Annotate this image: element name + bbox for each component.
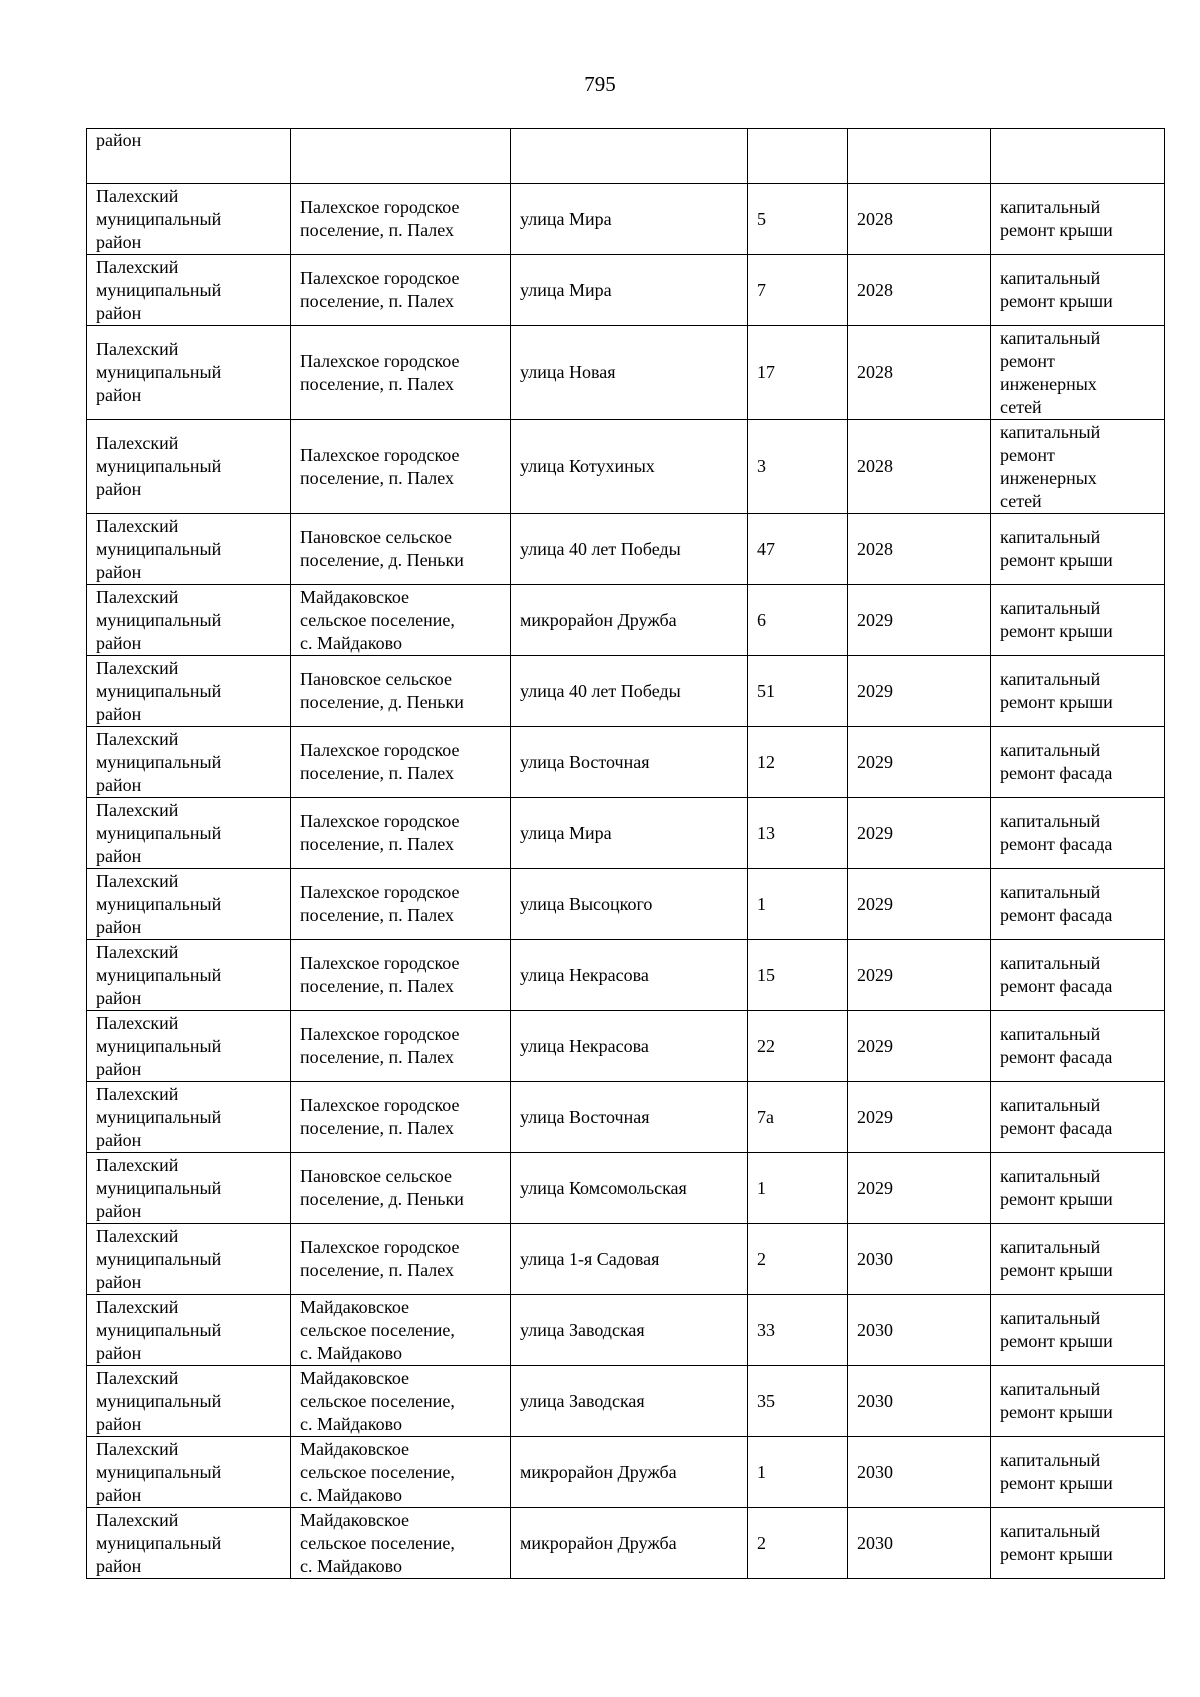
table-row (87, 869, 1165, 940)
settlement-cell (291, 129, 511, 184)
table-row (87, 1295, 1165, 1366)
work-type-cell: капитальный ремонт крыши (991, 184, 1165, 255)
year-cell: 2029 (848, 940, 991, 1011)
year-cell: 2030 (848, 1508, 991, 1579)
house-cell: 22 (748, 1011, 848, 1082)
settlement-cell: Пановское сельское поселение, д. Пеньки (291, 656, 511, 727)
work-type-cell: капитальный ремонт инженерных сетей (991, 420, 1165, 514)
settlement-cell: Майдаковское сельское поселение, с. Майдаково (291, 585, 511, 656)
year-cell: 2028 (848, 255, 991, 326)
district-cell: Палехский муниципальный район (87, 1011, 291, 1082)
district-cell: Палехский муниципальный район (87, 1295, 291, 1366)
street-cell: улица Новая (511, 326, 748, 420)
settlement-cell: Палехское городское поселение, п. Палех (291, 1224, 511, 1295)
year-cell: 2028 (848, 184, 991, 255)
house-cell: 7 (748, 255, 848, 326)
house-cell: 3 (748, 420, 848, 514)
house-cell: 2 (748, 1508, 848, 1579)
settlement-cell: Палехское городское поселение, п. Палех (291, 184, 511, 255)
house-cell: 2 (748, 1224, 848, 1295)
table-row (87, 727, 1165, 798)
year-cell: 2029 (848, 1082, 991, 1153)
district-cell: Палехский муниципальный район (87, 255, 291, 326)
settlement-cell: Майдаковское сельское поселение, с. Майдаково (291, 1366, 511, 1437)
district-cell: Палехский муниципальный район (87, 420, 291, 514)
district-cell: Палехский муниципальный район (87, 1437, 291, 1508)
register-table (86, 128, 1165, 1579)
district-cell: Палехский муниципальный район (87, 514, 291, 585)
work-type-cell: капитальный ремонт крыши (991, 585, 1165, 656)
table-row (87, 184, 1165, 255)
house-cell: 7а (748, 1082, 848, 1153)
settlement-cell: Пановское сельское поселение, д. Пеньки (291, 514, 511, 585)
street-cell: улица Мира (511, 798, 748, 869)
work-type-cell: капитальный ремонт фасада (991, 798, 1165, 869)
year-cell: 2029 (848, 656, 991, 727)
district-cell: Палехский муниципальный район (87, 326, 291, 420)
district-cell: Палехский муниципальный район (87, 656, 291, 727)
house-cell: 6 (748, 585, 848, 656)
district-cell: Палехский муниципальный район (87, 1153, 291, 1224)
district-cell: Палехский муниципальный район (87, 869, 291, 940)
street-cell: улица Заводская (511, 1295, 748, 1366)
district-cell: район (87, 129, 291, 184)
house-cell: 51 (748, 656, 848, 727)
register-table-body (87, 129, 1165, 1579)
district-cell: Палехский муниципальный район (87, 940, 291, 1011)
table-row (87, 1153, 1165, 1224)
table-row (87, 656, 1165, 727)
year-cell: 2030 (848, 1224, 991, 1295)
work-type-cell: капитальный ремонт крыши (991, 1153, 1165, 1224)
street-cell: улица Восточная (511, 1082, 748, 1153)
year-cell: 2029 (848, 1153, 991, 1224)
house-cell: 1 (748, 1437, 848, 1508)
district-cell: Палехский муниципальный район (87, 1508, 291, 1579)
work-type-cell: капитальный ремонт крыши (991, 1508, 1165, 1579)
work-type-cell: капитальный ремонт крыши (991, 656, 1165, 727)
work-type-cell: капитальный ремонт фасада (991, 869, 1165, 940)
street-cell: улица Мира (511, 184, 748, 255)
year-cell (848, 129, 991, 184)
table-row (87, 1082, 1165, 1153)
street-cell (511, 129, 748, 184)
work-type-cell: капитальный ремонт крыши (991, 1224, 1165, 1295)
street-cell: микрорайон Дружба (511, 1508, 748, 1579)
settlement-cell: Палехское городское поселение, п. Палех (291, 1082, 511, 1153)
house-cell: 33 (748, 1295, 848, 1366)
settlement-cell: Палехское городское поселение, п. Палех (291, 869, 511, 940)
settlement-cell: Майдаковское сельское поселение, с. Майдаково (291, 1437, 511, 1508)
table-row (87, 1508, 1165, 1579)
year-cell: 2029 (848, 727, 991, 798)
table-row (87, 1224, 1165, 1295)
work-type-cell: капитальный ремонт крыши (991, 514, 1165, 585)
work-type-cell: капитальный ремонт инженерных сетей (991, 326, 1165, 420)
year-cell: 2028 (848, 514, 991, 585)
table-row (87, 798, 1165, 869)
work-type-cell (991, 129, 1165, 184)
work-type-cell: капитальный ремонт крыши (991, 1366, 1165, 1437)
year-cell: 2030 (848, 1295, 991, 1366)
street-cell: улица Мира (511, 255, 748, 326)
settlement-cell: Палехское городское поселение, п. Палех (291, 420, 511, 514)
house-cell: 47 (748, 514, 848, 585)
district-cell: Палехский муниципальный район (87, 798, 291, 869)
work-type-cell: капитальный ремонт фасада (991, 1011, 1165, 1082)
work-type-cell: капитальный ремонт крыши (991, 1437, 1165, 1508)
district-cell: Палехский муниципальный район (87, 184, 291, 255)
year-cell: 2030 (848, 1437, 991, 1508)
table-row (87, 1437, 1165, 1508)
street-cell: улица Некрасова (511, 940, 748, 1011)
house-cell: 35 (748, 1366, 848, 1437)
settlement-cell: Палехское городское поселение, п. Палех (291, 326, 511, 420)
page-number: 795 (584, 72, 616, 96)
house-cell: 15 (748, 940, 848, 1011)
street-cell: улица 40 лет Победы (511, 656, 748, 727)
table-row (87, 326, 1165, 420)
street-cell: улица Котухиных (511, 420, 748, 514)
settlement-cell: Пановское сельское поселение, д. Пеньки (291, 1153, 511, 1224)
house-cell: 1 (748, 1153, 848, 1224)
street-cell: улица 40 лет Победы (511, 514, 748, 585)
year-cell: 2029 (848, 585, 991, 656)
work-type-cell: капитальный ремонт фасада (991, 727, 1165, 798)
house-cell: 17 (748, 326, 848, 420)
street-cell: микрорайон Дружба (511, 585, 748, 656)
work-type-cell: капитальный ремонт фасада (991, 940, 1165, 1011)
year-cell: 2029 (848, 1011, 991, 1082)
street-cell: улица Восточная (511, 727, 748, 798)
table-row (87, 514, 1165, 585)
work-type-cell: капитальный ремонт фасада (991, 1082, 1165, 1153)
street-cell: улица Комсомольская (511, 1153, 748, 1224)
settlement-cell: Палехское городское поселение, п. Палех (291, 1011, 511, 1082)
settlement-cell: Палехское городское поселение, п. Палех (291, 798, 511, 869)
year-cell: 2030 (848, 1366, 991, 1437)
year-cell: 2028 (848, 326, 991, 420)
continued-row (87, 129, 1165, 184)
house-cell: 5 (748, 184, 848, 255)
street-cell: улица Высоцкого (511, 869, 748, 940)
settlement-cell: Палехское городское поселение, п. Палех (291, 940, 511, 1011)
house-cell: 1 (748, 869, 848, 940)
district-cell: Палехский муниципальный район (87, 727, 291, 798)
house-cell: 13 (748, 798, 848, 869)
street-cell: улица Заводская (511, 1366, 748, 1437)
house-cell (748, 129, 848, 184)
work-type-cell: капитальный ремонт крыши (991, 255, 1165, 326)
street-cell: улица Некрасова (511, 1011, 748, 1082)
table-row (87, 420, 1165, 514)
table-row (87, 940, 1165, 1011)
settlement-cell: Палехское городское поселение, п. Палех (291, 727, 511, 798)
settlement-cell: Майдаковское сельское поселение, с. Майдаково (291, 1508, 511, 1579)
district-cell: Палехский муниципальный район (87, 585, 291, 656)
district-cell: Палехский муниципальный район (87, 1366, 291, 1437)
table-row (87, 1011, 1165, 1082)
house-cell: 12 (748, 727, 848, 798)
work-type-cell: капитальный ремонт крыши (991, 1295, 1165, 1366)
street-cell: улица 1-я Садовая (511, 1224, 748, 1295)
settlement-cell: Майдаковское сельское поселение, с. Майдаково (291, 1295, 511, 1366)
street-cell: микрорайон Дружба (511, 1437, 748, 1508)
year-cell: 2029 (848, 869, 991, 940)
table-row (87, 585, 1165, 656)
district-cell: Палехский муниципальный район (87, 1082, 291, 1153)
table-row (87, 1366, 1165, 1437)
table-row (87, 255, 1165, 326)
district-cell: Палехский муниципальный район (87, 1224, 291, 1295)
year-cell: 2028 (848, 420, 991, 514)
year-cell: 2029 (848, 798, 991, 869)
settlement-cell: Палехское городское поселение, п. Палех (291, 255, 511, 326)
